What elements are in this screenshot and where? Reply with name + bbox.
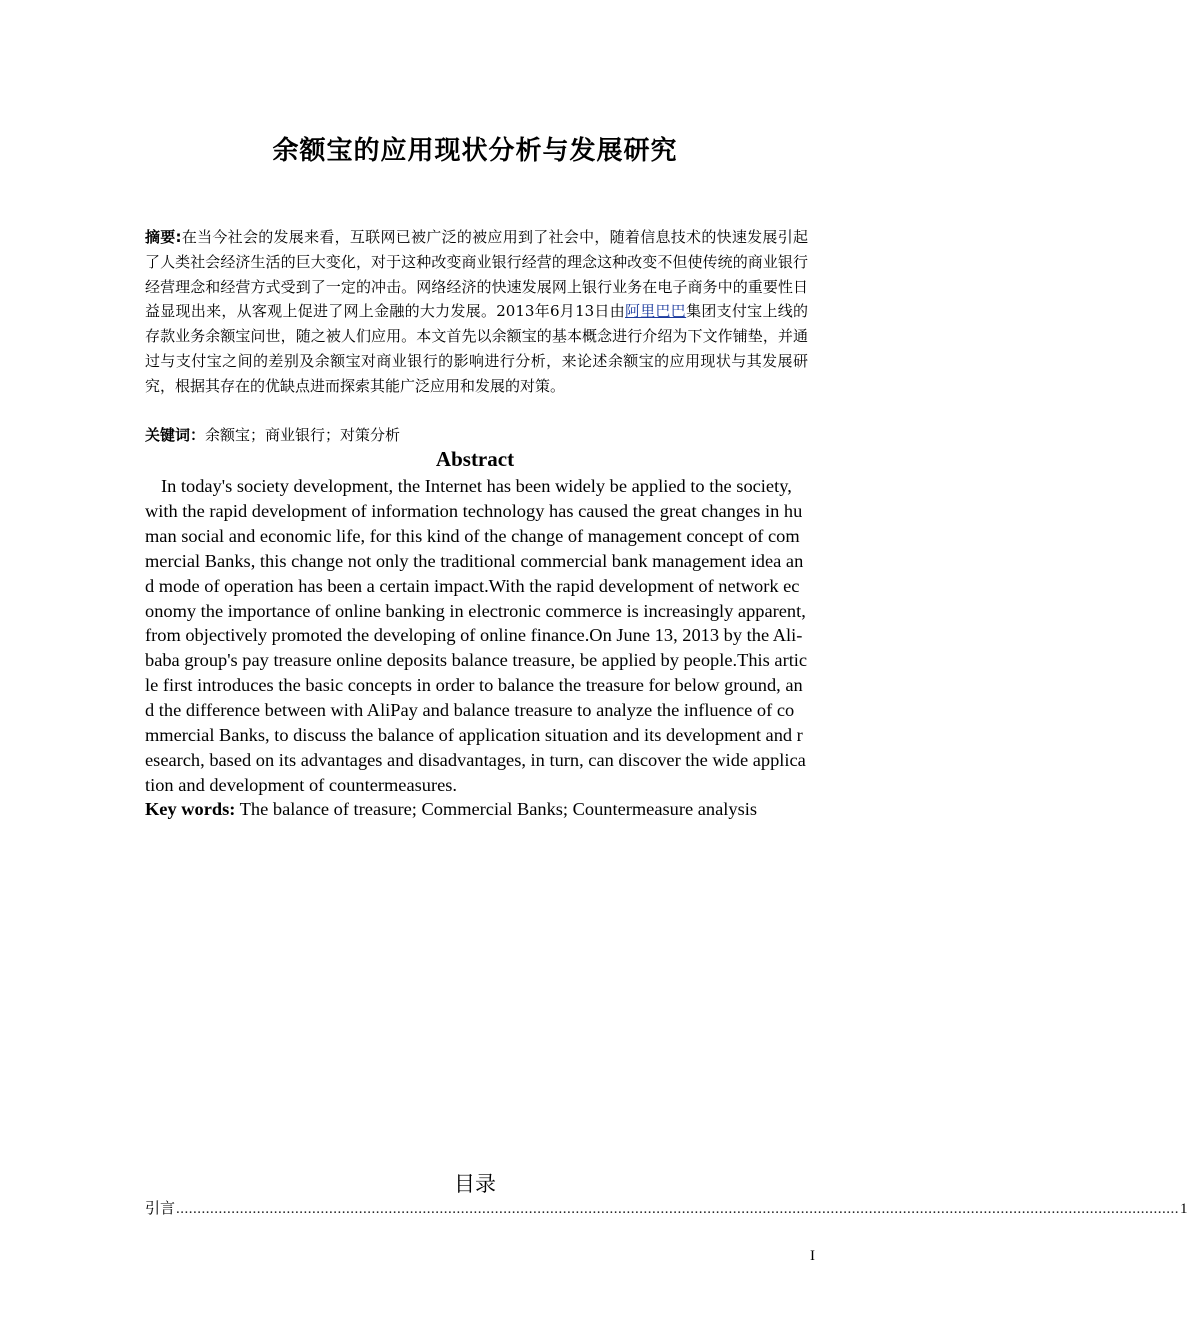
english-abstract-title: Abstract	[435, 447, 515, 471]
chinese-keywords-text: 余额宝；商业银行；对策分析	[205, 426, 401, 444]
chinese-abstract-text-part2: 集团支付宝上线的存款业务余额宝问世，随之被人们应用。本文首先以余额宝的基本概念进行介绍为下文作铺垫，并通过与支付宝之间的差别及余额宝对商业银行的影响进行分析，来论述余额宝的应用现状与其发展研究，根据其存在的优缺点进而探索其能广泛应用和发展的对策。	[145, 302, 808, 395]
toc-entry-page: 1	[1180, 1201, 1188, 1217]
toc-title: 目录	[454, 1172, 496, 1196]
english-abstract-text: In today's society development, the Internet has been widely be applied to the society, with the rapid development of information technology has caused the great changes in human social and economic life, for this kind of the change of management concept of commercial Banks, this change not only the traditional commercial bank management idea and mode of operation has been a certain impact.With the rapid development of network economy the importance of online banking in electronic commerce is increasingly apparent, from objectively promoted the developing of online finance.On June 13, 2013 by the Ali- baba group's pay treasure online deposits balance treasure, be applied by people.This article first introduces the basic concepts in order to balance the treasure for below ground, and the difference between with AliPay and balance treasure to analyze the influence of commercial Banks, to discuss the balance of application situation and its development and research, based on its advantages and disadvantages, in turn, can discover the wide application and development of countermeasures.	[145, 476, 808, 795]
chinese-abstract	[145, 225, 808, 399]
page-title: 余额宝的应用现状分析与发展研究	[272, 136, 678, 166]
chinese-keywords-label: 关键词：	[145, 426, 206, 444]
chinese-abstract-label: 摘要:	[145, 228, 182, 246]
toc-entry-label: 引言	[145, 1199, 176, 1217]
alibaba-link[interactable]: 阿里巴巴	[624, 302, 687, 321]
english-keywords-label: Key words:	[145, 799, 236, 819]
chinese-keywords	[145, 423, 808, 447]
english-keywords-text: The balance of treasure; Commercial Banks; Countermeasure analysis	[235, 799, 757, 819]
page-number: I	[810, 1248, 815, 1264]
toc-entry[interactable]	[145, 1197, 1188, 1220]
english-keywords	[145, 797, 845, 821]
toc-dot-leader: ............................................................................................................................................................................................................................................	[176, 1201, 1180, 1217]
chinese-abstract-text-part1: 在当今社会的发展来看，互联网已被广泛的被应用到了社会中，随着信息技术的快速发展引起了人类社会经济生活的巨大变化，对于这种改变商业银行经营的理念这种改变不但使传统的商业银行经营理念和经营方式受到了一定的冲击。网络经济的快速发展网上银行业务在电子商务中的重要性日益显现出来，从客观上促进了网上金融的大力发展。2013年6月13日由	[145, 228, 808, 321]
